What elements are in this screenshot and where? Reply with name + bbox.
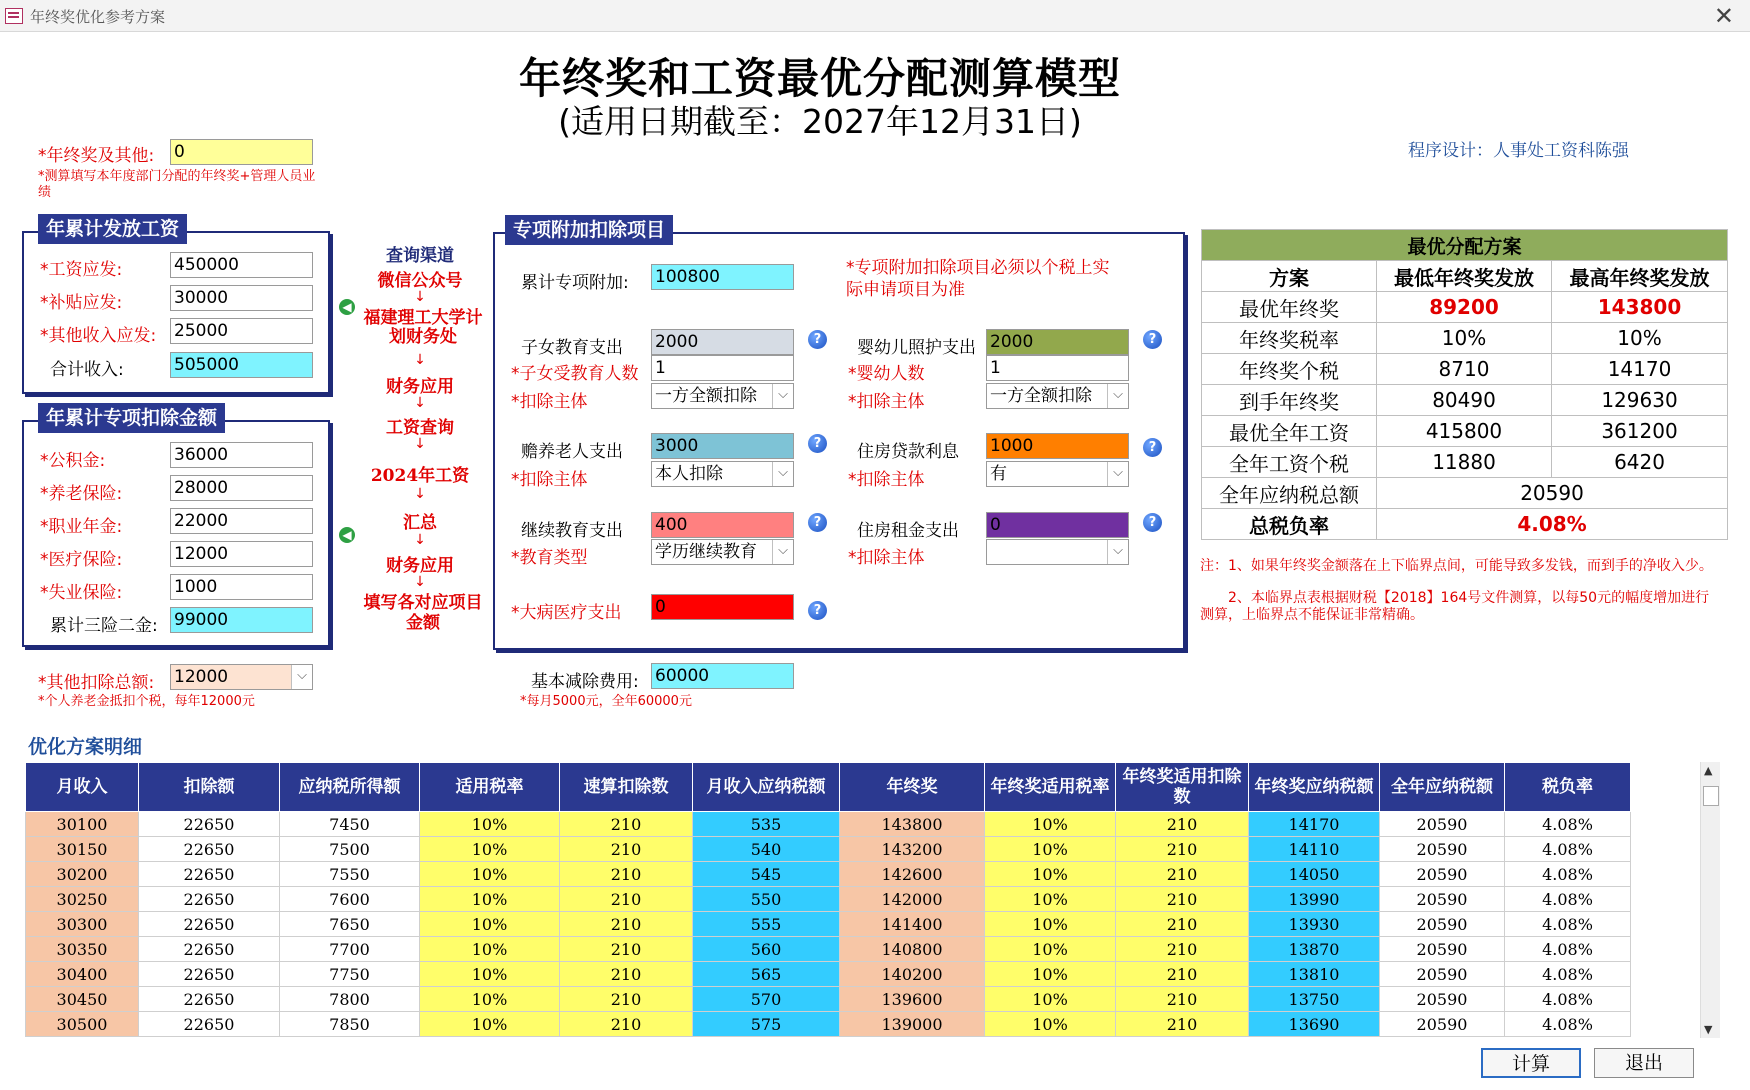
channel-heading: 查询渠道 bbox=[386, 246, 454, 266]
special-warning: *专项附加扣除项目必须以个税上实际申请项目为准 bbox=[846, 258, 1110, 300]
other-deduct-select[interactable]: 12000 ⌵ bbox=[170, 664, 313, 690]
down-arrow-icon: ↓ bbox=[414, 486, 426, 502]
child-edu-input[interactable]: 2000 bbox=[651, 329, 794, 355]
table-cell: 10% bbox=[420, 987, 560, 1012]
elderly-label: 赡养老人支出 bbox=[521, 442, 623, 462]
result-header: 最低年终奖发放 bbox=[1377, 261, 1552, 292]
channel-step: 财务应用 bbox=[386, 377, 454, 397]
table-cell: 10% bbox=[420, 937, 560, 962]
exit-button[interactable]: 退出 bbox=[1594, 1048, 1694, 1078]
table-cell: 30250 bbox=[26, 887, 139, 912]
page-title: 年终奖和工资最优分配测算模型 bbox=[518, 54, 1121, 103]
table-cell: 10% bbox=[420, 812, 560, 837]
table-cell: 13930 bbox=[1249, 912, 1380, 937]
table-cell: 10% bbox=[985, 837, 1116, 862]
detail-title: 优化方案明细 bbox=[28, 736, 143, 758]
channel-step: 财务应用 bbox=[386, 556, 454, 576]
table-cell: 7850 bbox=[280, 1012, 420, 1037]
table-cell: 140200 bbox=[840, 962, 985, 987]
result-min-value: 415800 bbox=[1377, 416, 1552, 447]
table-row[interactable] bbox=[26, 937, 1631, 962]
table-cell: 13990 bbox=[1249, 887, 1380, 912]
result-min-bonus: 89200 bbox=[1377, 292, 1552, 323]
window-titlebar bbox=[0, 0, 1750, 32]
elderly-subject-label: *扣除主体 bbox=[511, 470, 588, 490]
channel-step: 汇总 bbox=[403, 513, 437, 533]
result-max-value: 129630 bbox=[1552, 385, 1728, 416]
table-row[interactable] bbox=[26, 812, 1631, 837]
result-header: 最高年终奖发放 bbox=[1552, 261, 1728, 292]
total-income-label: 合计收入: bbox=[50, 360, 124, 380]
table-cell: 7450 bbox=[280, 812, 420, 837]
designer-credit: 程序设计：人事处工资科陈强 bbox=[1408, 141, 1629, 161]
infant-subject-select[interactable]: 一方全额扣除 ⌵ bbox=[986, 383, 1129, 409]
infant-count-label: *婴幼人数 bbox=[848, 364, 925, 384]
infant-input[interactable]: 2000 bbox=[986, 329, 1129, 355]
housing-fund-input[interactable]: 36000 bbox=[170, 442, 313, 468]
detail-column-header: 税负率 bbox=[1505, 763, 1631, 812]
table-cell: 210 bbox=[1116, 837, 1249, 862]
total-income-value: 505000 bbox=[170, 352, 313, 378]
table-cell: 22650 bbox=[139, 862, 280, 887]
table-cell: 20590 bbox=[1380, 887, 1505, 912]
basic-deduct-value: 60000 bbox=[651, 663, 794, 689]
detail-column-header: 月收入 bbox=[26, 763, 139, 812]
salary-panel-title: 年累计发放工资 bbox=[38, 214, 187, 244]
mortgage-subject-label: *扣除主体 bbox=[848, 470, 925, 490]
wage-input[interactable]: 450000 bbox=[170, 252, 313, 278]
table-cell: 10% bbox=[985, 862, 1116, 887]
left-arrow-icon[interactable]: ◀ bbox=[339, 299, 355, 315]
table-row[interactable] bbox=[26, 962, 1631, 987]
rent-input[interactable]: 0 bbox=[986, 512, 1129, 538]
help-icon[interactable]: ? bbox=[808, 330, 827, 349]
special-total-value: 100800 bbox=[651, 264, 794, 290]
bonus-label: *年终奖及其他: bbox=[38, 146, 155, 166]
child-count-label: *子女受教育人数 bbox=[511, 364, 639, 384]
table-cell: 30400 bbox=[26, 962, 139, 987]
table-row[interactable] bbox=[26, 912, 1631, 937]
table-cell: 7800 bbox=[280, 987, 420, 1012]
medical-insurance-input[interactable]: 12000 bbox=[170, 541, 313, 567]
table-cell: 10% bbox=[420, 862, 560, 887]
table-cell: 10% bbox=[985, 912, 1116, 937]
table-cell: 30200 bbox=[26, 862, 139, 887]
table-cell: 30450 bbox=[26, 987, 139, 1012]
detail-scrollbar[interactable] bbox=[1700, 762, 1720, 1038]
other-income-input[interactable]: 25000 bbox=[170, 318, 313, 344]
table-cell: 10% bbox=[985, 887, 1116, 912]
table-cell: 4.08% bbox=[1505, 912, 1631, 937]
help-icon[interactable]: ? bbox=[808, 513, 827, 532]
result-min-value: 11880 bbox=[1377, 447, 1552, 478]
table-cell: 13690 bbox=[1249, 1012, 1380, 1037]
table-cell: 22650 bbox=[139, 837, 280, 862]
basic-deduct-label: 基本减除费用: bbox=[531, 672, 639, 692]
table-cell: 210 bbox=[1116, 937, 1249, 962]
table-cell: 4.08% bbox=[1505, 837, 1631, 862]
infant-label: 婴幼儿照护支出 bbox=[857, 338, 976, 358]
table-cell: 143800 bbox=[840, 812, 985, 837]
table-cell: 210 bbox=[560, 912, 693, 937]
table-cell: 30100 bbox=[26, 812, 139, 837]
result-row-label: 总税负率 bbox=[1202, 509, 1377, 540]
table-cell: 545 bbox=[693, 862, 840, 887]
calc-button[interactable]: 计算 bbox=[1481, 1048, 1581, 1078]
table-row[interactable] bbox=[26, 862, 1631, 887]
detail-column-header: 年终奖适用税率 bbox=[985, 763, 1116, 812]
table-cell: 20590 bbox=[1380, 1012, 1505, 1037]
cont-edu-label: 继续教育支出 bbox=[521, 521, 623, 541]
table-cell: 210 bbox=[560, 1012, 693, 1037]
infant-subject-label: *扣除主体 bbox=[848, 392, 925, 412]
other-deduct-note: *个人养老金抵扣个税，每年12000元 bbox=[38, 694, 255, 709]
table-cell: 14050 bbox=[1249, 862, 1380, 887]
special-total-label: 累计专项附加: bbox=[521, 273, 629, 293]
table-cell: 210 bbox=[560, 987, 693, 1012]
result-row-label: 到手年终奖 bbox=[1202, 385, 1377, 416]
unemployment-input[interactable]: 1000 bbox=[170, 574, 313, 600]
result-row-label: 全年应纳税总额 bbox=[1202, 478, 1377, 509]
table-cell: 210 bbox=[1116, 1012, 1249, 1037]
scroll-thumb[interactable] bbox=[1703, 786, 1719, 806]
table-cell: 20590 bbox=[1380, 937, 1505, 962]
rent-label: 住房租金支出 bbox=[857, 521, 959, 541]
result-min-value: 8710 bbox=[1377, 354, 1552, 385]
detail-column-header: 扣除额 bbox=[139, 763, 280, 812]
rent-subject-label: *扣除主体 bbox=[848, 548, 925, 568]
down-arrow-icon: ↓ bbox=[414, 395, 426, 411]
table-cell: 13810 bbox=[1249, 962, 1380, 987]
table-cell: 4.08% bbox=[1505, 887, 1631, 912]
other-income-label: *其他收入应发: bbox=[40, 326, 157, 346]
detail-column-header: 适用税率 bbox=[420, 763, 560, 812]
table-cell: 30300 bbox=[26, 912, 139, 937]
table-cell: 210 bbox=[1116, 812, 1249, 837]
channel-step: 2024年工资 bbox=[370, 466, 470, 486]
table-cell: 4.08% bbox=[1505, 937, 1631, 962]
housing-fund-label: *公积金: bbox=[40, 451, 106, 471]
result-max-bonus: 143800 bbox=[1552, 292, 1728, 323]
table-cell: 10% bbox=[985, 937, 1116, 962]
detail-column-header: 速算扣除数 bbox=[560, 763, 693, 812]
wage-label: *工资应发: bbox=[40, 260, 123, 280]
table-cell: 142000 bbox=[840, 887, 985, 912]
result-row-label: 全年工资个税 bbox=[1202, 447, 1377, 478]
help-icon[interactable]: ? bbox=[808, 434, 827, 453]
table-cell: 20590 bbox=[1380, 912, 1505, 937]
table-row[interactable] bbox=[26, 987, 1631, 1012]
edu-type-select[interactable]: 学历继续教育 ⌵ bbox=[651, 539, 794, 565]
table-cell: 22650 bbox=[139, 912, 280, 937]
table-cell: 4.08% bbox=[1505, 962, 1631, 987]
cont-edu-input[interactable]: 400 bbox=[651, 512, 794, 538]
table-row[interactable] bbox=[26, 1012, 1631, 1037]
table-cell: 30350 bbox=[26, 937, 139, 962]
table-cell: 560 bbox=[693, 937, 840, 962]
help-icon[interactable]: ? bbox=[1143, 438, 1162, 457]
table-cell: 4.08% bbox=[1505, 812, 1631, 837]
table-cell: 575 bbox=[693, 1012, 840, 1037]
table-cell: 22650 bbox=[139, 962, 280, 987]
table-cell: 10% bbox=[985, 987, 1116, 1012]
down-arrow-icon: ↓ bbox=[414, 289, 426, 305]
edu-type-label: *教育类型 bbox=[511, 548, 588, 568]
deduct-panel-title: 年累计专项扣除金额 bbox=[38, 403, 225, 433]
help-icon[interactable]: ? bbox=[1143, 513, 1162, 532]
table-cell: 141400 bbox=[840, 912, 985, 937]
table-cell: 10% bbox=[420, 1012, 560, 1037]
detail-column-header: 年终奖适用扣除数 bbox=[1116, 763, 1249, 812]
left-arrow-icon[interactable]: ◀ bbox=[339, 527, 355, 543]
down-arrow-icon: ↓ bbox=[414, 352, 426, 368]
detail-column-header: 年终奖应纳税额 bbox=[1249, 763, 1380, 812]
table-row[interactable] bbox=[26, 837, 1631, 862]
page-subtitle: (适用日期截至：2027年12月31日) bbox=[558, 102, 1082, 141]
serious-illness-label: *大病医疗支出 bbox=[511, 603, 622, 623]
mortgage-label: 住房贷款利息 bbox=[857, 442, 959, 462]
channel-step: 填写各对应项目金额 bbox=[363, 593, 483, 633]
table-cell: 22650 bbox=[139, 887, 280, 912]
help-icon[interactable]: ? bbox=[808, 601, 827, 620]
table-cell: 143200 bbox=[840, 837, 985, 862]
channel-step: 工资查询 bbox=[386, 418, 454, 438]
table-cell: 20590 bbox=[1380, 862, 1505, 887]
table-cell: 14110 bbox=[1249, 837, 1380, 862]
scroll-up-icon[interactable]: ▲ bbox=[1704, 764, 1713, 777]
detail-column-header: 月收入应纳税额 bbox=[693, 763, 840, 812]
infant-count-input[interactable]: 1 bbox=[986, 355, 1129, 381]
table-cell: 210 bbox=[1116, 862, 1249, 887]
table-cell: 210 bbox=[560, 937, 693, 962]
basic-deduct-note: *每月5000元，全年60000元 bbox=[520, 694, 692, 709]
pension-input[interactable]: 28000 bbox=[170, 475, 313, 501]
result-min-value: 80490 bbox=[1377, 385, 1552, 416]
window-title: 年终奖优化参考方案 bbox=[30, 8, 166, 26]
table-cell: 10% bbox=[420, 912, 560, 937]
table-cell: 210 bbox=[560, 962, 693, 987]
result-title: 最优分配方案 bbox=[1202, 230, 1728, 261]
table-cell: 4.08% bbox=[1505, 862, 1631, 887]
result-row-label: 年终奖税率 bbox=[1202, 323, 1377, 354]
table-cell: 4.08% bbox=[1505, 1012, 1631, 1037]
table-cell: 10% bbox=[985, 962, 1116, 987]
close-icon[interactable]: ✕ bbox=[1713, 2, 1734, 30]
mortgage-subject-select[interactable]: 有 ⌵ bbox=[986, 461, 1129, 487]
table-cell: 22650 bbox=[139, 812, 280, 837]
result-max-value: 14170 bbox=[1552, 354, 1728, 385]
table-cell: 555 bbox=[693, 912, 840, 937]
table-cell: 210 bbox=[560, 837, 693, 862]
result-row-label: 最优年终奖 bbox=[1202, 292, 1377, 323]
table-cell: 210 bbox=[1116, 987, 1249, 1012]
help-icon[interactable]: ? bbox=[1143, 330, 1162, 349]
table-cell: 14170 bbox=[1249, 812, 1380, 837]
table-cell: 13750 bbox=[1249, 987, 1380, 1012]
table-cell: 7550 bbox=[280, 862, 420, 887]
result-note-1: 注：1、如果年终奖金额落在上下临界点间，可能导致多发钱，而到手的净收入少。 bbox=[1200, 558, 1713, 574]
bonus-input[interactable]: 0 bbox=[170, 139, 313, 165]
table-cell: 20590 bbox=[1380, 812, 1505, 837]
subsidy-input[interactable]: 30000 bbox=[170, 285, 313, 311]
bonus-note: *测算填写本年度部门分配的年终奖+管理人员业绩 bbox=[38, 169, 316, 200]
table-cell: 10% bbox=[420, 887, 560, 912]
table-cell: 22650 bbox=[139, 937, 280, 962]
subsidy-label: *补贴应发: bbox=[40, 293, 123, 313]
table-cell: 7600 bbox=[280, 887, 420, 912]
table-row[interactable] bbox=[26, 887, 1631, 912]
result-tax-rate: 4.08% bbox=[1377, 509, 1728, 540]
mortgage-input[interactable]: 1000 bbox=[986, 433, 1129, 459]
detail-column-header: 全年应纳税额 bbox=[1380, 763, 1505, 812]
deduct-total-value: 99000 bbox=[170, 607, 313, 633]
table-cell: 142600 bbox=[840, 862, 985, 887]
result-note-2: 2、本临界点表根据财税【2018】164号文件测算，以每50元的幅度增加进行测算，上临界点不能保证非常精确。 bbox=[1200, 590, 1710, 623]
table-cell: 22650 bbox=[139, 987, 280, 1012]
medical-insurance-label: *医疗保险: bbox=[40, 550, 123, 570]
channel-step: 福建理工大学计划财务处 bbox=[363, 308, 483, 347]
table-cell: 10% bbox=[420, 962, 560, 987]
table-cell: 210 bbox=[560, 812, 693, 837]
table-cell: 7700 bbox=[280, 937, 420, 962]
table-cell: 210 bbox=[560, 887, 693, 912]
detail-column-header: 应纳税所得额 bbox=[280, 763, 420, 812]
child-count-input[interactable]: 1 bbox=[651, 355, 794, 381]
result-total-tax: 20590 bbox=[1377, 478, 1728, 509]
result-max-value: 6420 bbox=[1552, 447, 1728, 478]
table-cell: 210 bbox=[1116, 962, 1249, 987]
table-cell: 10% bbox=[420, 837, 560, 862]
child-edu-label: 子女教育支出 bbox=[521, 338, 623, 358]
result-max-value: 361200 bbox=[1552, 416, 1728, 447]
result-header: 方案 bbox=[1202, 261, 1377, 292]
table-cell: 10% bbox=[985, 1012, 1116, 1037]
annuity-label: *职业年金: bbox=[40, 517, 123, 537]
table-cell: 13870 bbox=[1249, 937, 1380, 962]
elderly-input[interactable]: 3000 bbox=[651, 433, 794, 459]
table-cell: 139600 bbox=[840, 987, 985, 1012]
table-cell: 30150 bbox=[26, 837, 139, 862]
pension-label: *养老保险: bbox=[40, 484, 123, 504]
table-cell: 20590 bbox=[1380, 987, 1505, 1012]
down-arrow-icon: ↓ bbox=[414, 532, 426, 548]
table-cell: 565 bbox=[693, 962, 840, 987]
serious-illness-input[interactable]: 0 bbox=[651, 594, 794, 620]
detail-table bbox=[25, 762, 1631, 1037]
table-cell: 210 bbox=[1116, 912, 1249, 937]
table-cell: 4.08% bbox=[1505, 987, 1631, 1012]
result-max-value: 10% bbox=[1552, 323, 1728, 354]
table-cell: 570 bbox=[693, 987, 840, 1012]
table-cell: 10% bbox=[985, 812, 1116, 837]
result-row-label: 年终奖个税 bbox=[1202, 354, 1377, 385]
child-subject-select[interactable]: 一方全额扣除 ⌵ bbox=[651, 383, 794, 409]
detail-column-header: 年终奖 bbox=[840, 763, 985, 812]
table-cell: 210 bbox=[1116, 887, 1249, 912]
result-row-label: 最优全年工资 bbox=[1202, 416, 1377, 447]
table-cell: 540 bbox=[693, 837, 840, 862]
annuity-input[interactable]: 22000 bbox=[170, 508, 313, 534]
table-cell: 210 bbox=[560, 862, 693, 887]
table-cell: 22650 bbox=[139, 1012, 280, 1037]
result-min-value: 10% bbox=[1377, 323, 1552, 354]
table-cell: 140800 bbox=[840, 937, 985, 962]
table-cell: 535 bbox=[693, 812, 840, 837]
other-deduct-label: *其他扣除总额: bbox=[38, 673, 155, 693]
table-cell: 139000 bbox=[840, 1012, 985, 1037]
scroll-down-icon[interactable]: ▼ bbox=[1704, 1023, 1713, 1036]
table-cell: 20590 bbox=[1380, 837, 1505, 862]
down-arrow-icon: ↓ bbox=[414, 436, 426, 452]
elderly-subject-select[interactable]: 本人扣除 ⌵ bbox=[651, 461, 794, 487]
channel-step: 微信公众号 bbox=[377, 271, 463, 291]
deduct-total-label: 累计三险二金: bbox=[50, 616, 158, 636]
down-arrow-icon: ↓ bbox=[414, 574, 426, 590]
child-subject-label: *扣除主体 bbox=[511, 392, 588, 412]
table-cell: 20590 bbox=[1380, 962, 1505, 987]
form-icon bbox=[5, 8, 23, 24]
table-cell: 7650 bbox=[280, 912, 420, 937]
table-cell: 550 bbox=[693, 887, 840, 912]
table-cell: 7750 bbox=[280, 962, 420, 987]
unemployment-label: *失业保险: bbox=[40, 583, 123, 603]
special-panel-title: 专项附加扣除项目 bbox=[505, 215, 673, 245]
table-cell: 7500 bbox=[280, 837, 420, 862]
table-cell: 30500 bbox=[26, 1012, 139, 1037]
rent-subject-select[interactable] bbox=[986, 539, 1129, 565]
result-table bbox=[1201, 229, 1728, 540]
